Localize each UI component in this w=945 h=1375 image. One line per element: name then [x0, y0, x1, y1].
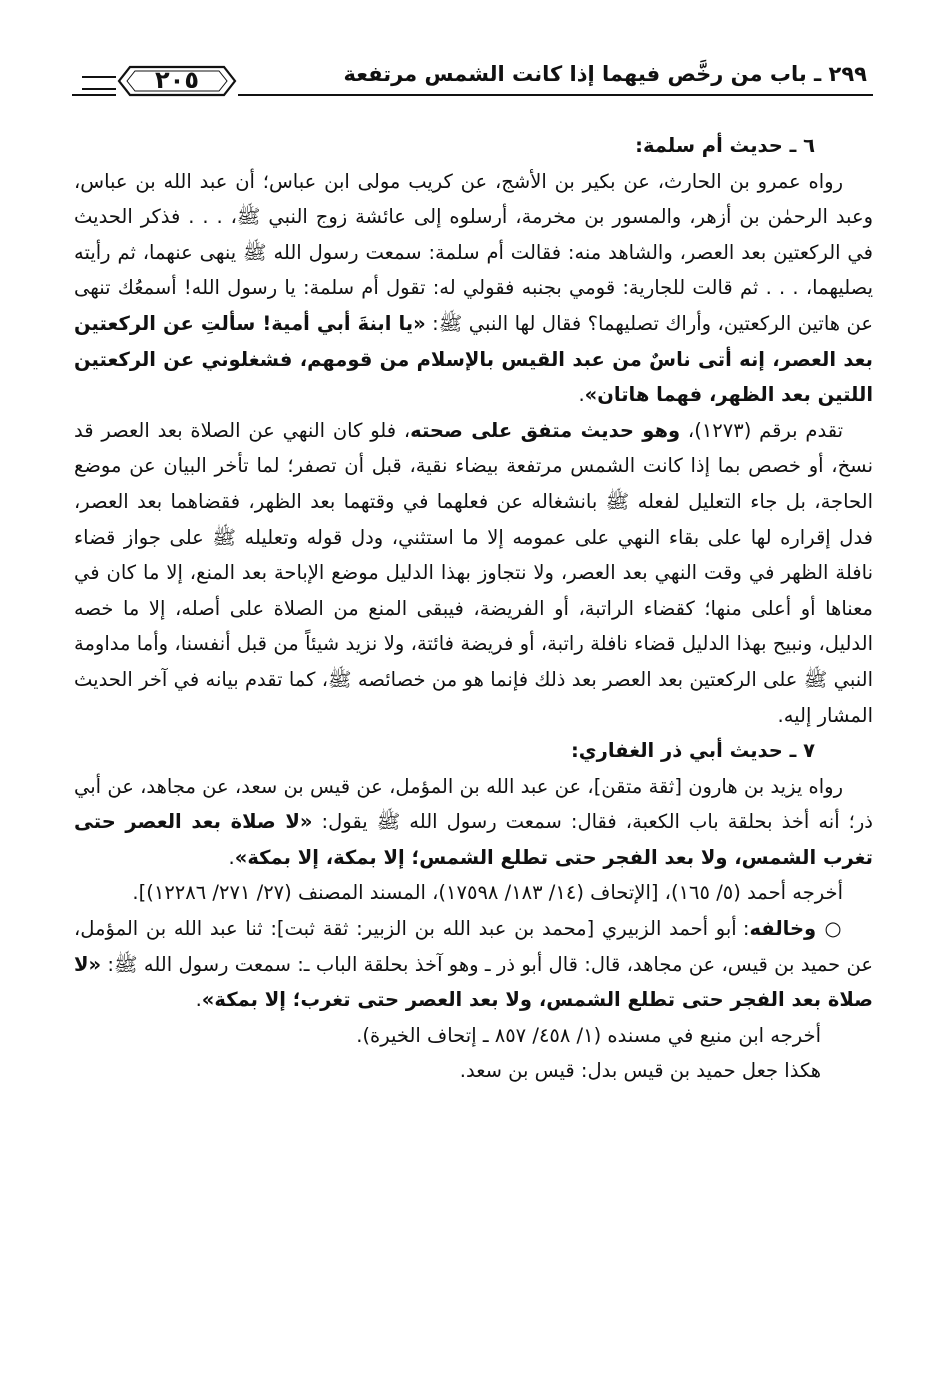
- running-header: [72, 54, 873, 110]
- narration-text: رواه يزيد بن هارون [ثقة متقن]، عن عبد الله بن المؤمل، عن قيس بن سعد، عن مجاهد، عن أبي ذر؛ أنه أخذ بحلقة باب الكعبة، فقال: سمعت رسول الله ﷺ يقول:: [74, 774, 873, 834]
- paragraph-abu-dharr: [74, 769, 873, 876]
- paragraph-end: .: [578, 383, 585, 407]
- hadith-quote: «لا صلاة بعد الفجر حتى تطلع الشمس، ولا بعد العصر حتى تغرب؛ إلا بمكة»: [74, 952, 873, 1012]
- hadith-quote: «لا صلاة بعد العصر حتى تغرب الشمس، ولا بعد الفجر حتى تطلع الشمس؛ إلا بمكة، إلا بمكة»: [74, 810, 873, 869]
- narration-text: : أبو أحمد الزبيري [محمد بن عبد الله بن الزبير: ثقة ثبت]: ثنا عبد الله بن المؤمل، عن حميد بن قيس، عن مجاهد، قال: قال أبو ذر ـ وهو آخذ بحلقة الباب ـ: سمعت رسول الله ﷺ:: [74, 917, 873, 976]
- chapter-title: ٢٩٩ ـ باب من رخَّص فيهما إذا كانت الشمس مرتفعة: [343, 62, 867, 86]
- paragraph-contradiction: [74, 911, 873, 1018]
- commentary-text: ، فلو كان النهي عن الصلاة بعد العصر قد نسخ، أو خصص بما إذا كانت الشمس مرتفعة بيضاء نقية، قبل أن تصفر؛ لما تأخر البيان عن موضع الحاجة، بل جاء التعليل لفعله ﷺ بانشغاله عن فعلهما في وقتهما بعد الظهر، فقضاهما بعد العصر، فدل إقراره لها على بقاء النهي على عمومه إلا ما استثني، ودل قوله وتعليله ﷺ على جواز قضاء نافلة الظهر في وقت النهي بعد العصر، ولا نتجاوز بهذا الدليل موضع الإباحة بعد المنع، إلا ما كان في معناها أو أعلى منها؛ كقضاء الراتبة، أو الفريضة، فيبقى المنع من الصلاة على أصله، إلا ما خصه الدليل، ونبيح بهذا الدليل قضاء نافلة راتبة، أو فريضة فائتة، ولا نزيد شيئاً من قبل أنفسنا، وأما مداومة النبي ﷺ على الركعتين بعد العصر بعد ذلك فإنما هو من خصائصه ﷺ، كما تقدم بيانه في آخر الحديث المشار إليه.: [74, 418, 873, 727]
- commentary-emphasis: وهو حديث متفق على صحته: [410, 418, 681, 442]
- paragraph-takhrij-ahmad: أخرجه أحمد (٥/ ١٦٥)، [الإتحاف (١٤/ ١٨٣/ ١٧٥٩٨)، المسند المصنف (٢٧/ ٢٧١/ ١٢٢٨٦)].: [132, 881, 843, 905]
- contradiction-lead: ○ وخالفه: [749, 917, 844, 941]
- commentary-lead: تقدم برقم (١٢٧٣)،: [680, 418, 844, 442]
- paragraph-end: .: [195, 988, 202, 1012]
- narration-text: رواه عمرو بن الحارث، عن بكير بن الأشج، عن كريب مولى ابن عباس؛ أن عبد الله بن عباس، وعبد الرحمٰن بن أزهر، والمسور بن مخرمة، أرسلوه إلى عائشة زوج النبي ﷺ، . . . فذكر الحديث في الركعتين بعد العصر، والشاهد منه: فقالت أم سلمة: سمعت رسول الله ﷺ ينهى عنهما، ثم رأيته يصليهما، . . . ثم قالت للجارية: قومي بجنبه فقولي له: تقول أم سلمة: يا رسول الله! أسمعُك تنهى عن هاتين الركعتين، وأراك تصليهما؟ فقال لها النبي ﷺ:: [74, 169, 873, 335]
- page-body: [74, 128, 873, 1089]
- paragraph-umm-salama: [74, 164, 873, 413]
- paragraph-end: .: [228, 845, 235, 869]
- paragraph-takhrij-ibn-mani: أخرجه ابن منيع في مسنده (١/ ٤٥٨/ ٨٥٧ ـ إتحاف الخيرة).: [356, 1023, 821, 1047]
- page-number-ornament: [116, 64, 238, 98]
- hadith-quote: «يا ابنةَ أبي أمية! سألتِ عن الركعتين بعد العصر، إنه أتى ناسٌ من عبد القيس بالإسلام من قومهم، فشغلوني عن الركعتين اللتين بعد الظهر، فهما هاتان»: [74, 311, 873, 407]
- paragraph-note: هكذا جعل حميد بن قيس بدل: قيس بن سعد.: [459, 1059, 821, 1083]
- page-number: ٢٠٥: [155, 66, 199, 94]
- paragraph-commentary: [74, 413, 873, 733]
- section-heading-6: ٦ ـ حديث أم سلمة:: [635, 134, 815, 157]
- section-heading-7: ٧ ـ حديث أبي ذر الغفاري:: [570, 739, 815, 763]
